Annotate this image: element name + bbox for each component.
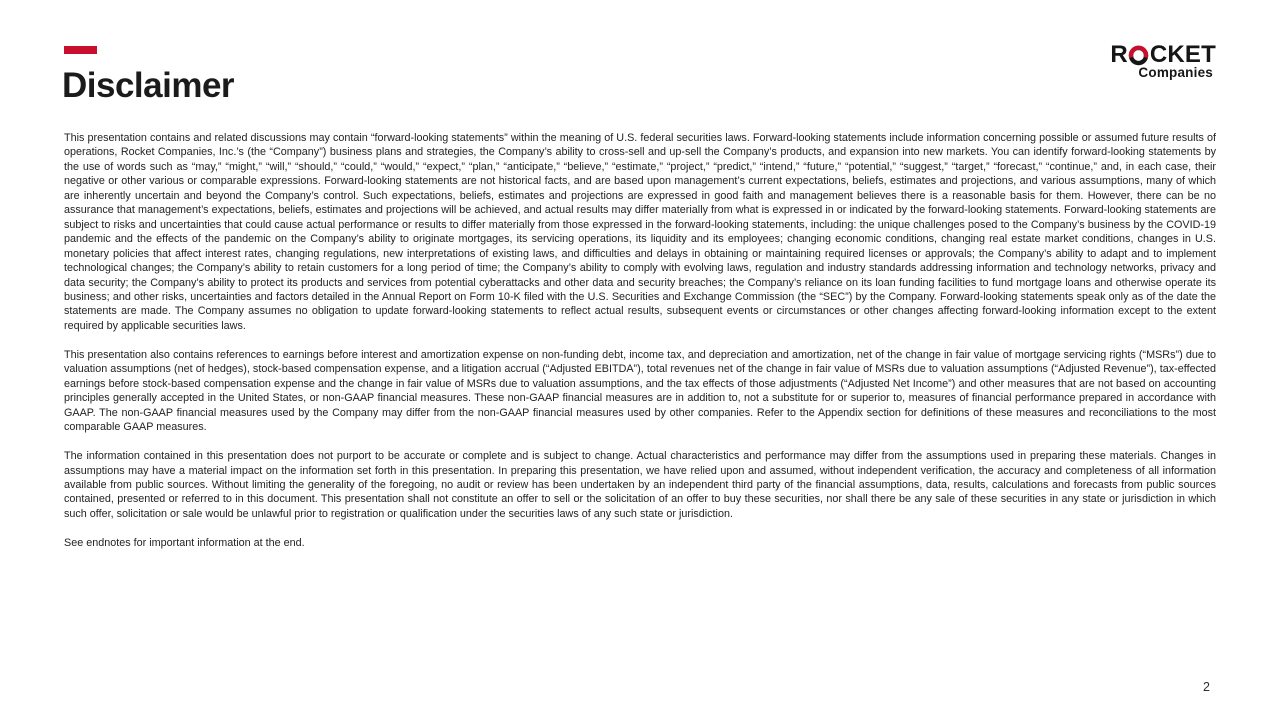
rocket-companies-logo — [1110, 42, 1216, 80]
disclaimer-paragraph-2: This presentation also contains references to earnings before interest and amortization expense on non-funding debt, income tax, and depreciation and amortization, net of the change in fair value of mortgage servicing rights (“MSRs”) due to valuation assumptions (net of hedges), stock-based compensation expense, and a litigation accrual (“Adjusted EBITDA”), total revenues net of the change in fair value of MSRs due to valuation assumptions (“Adjusted Revenue”), tax-effected earnings before stock-based compensation expense and the change in fair value of MSRs due to valuation assumptions, and the tax effects of those adjustments (“Adjusted Net Income”) and other measures that are not based on accounting principles generally accepted in the United States, or non-GAAP financial measures. These non-GAAP financial measures are in addition to, not a substitute for or superior to, measures of financial performance prepared in accordance with GAAP. The non-GAAP financial measures used by the Company may differ from the non-GAAP financial measures used by other companies. Refer to the Appendix section for definitions of these measures and reconciliations to the most comparable GAAP measures. — [64, 348, 1216, 434]
gauge-o-icon — [1128, 45, 1149, 66]
endnote: See endnotes for important information at the end. — [64, 536, 305, 549]
disclaimer-paragraph-1: This presentation contains and related discussions may contain “forward-looking statements” within the meaning of U.S. federal securities laws. Forward-looking statements include information concerning possible or assumed future results of operations, Rocket Companies, Inc.’s (the “Company”) business plans and strategies, the Company’s ability to cross-sell and up-sell the Company’s products, and expansion into new markets. You can identify forward-looking statements by the use of words such as “may,” “might,” “will,” “should,” “could,” “would,” “expect,” “plan,” “anticipate,” “believe,” “estimate,” “project,” “predict,” “intend,” “future,” “potential,” “suggest,” “target,” “forecast,” “continue,” and, in each case, their negative or other various or comparable expressions. Forward-looking statements are not historical facts, and are based upon management’s current expectations, beliefs, estimates and projections, and various assumptions, many of which are inherently uncertain and beyond the Company’s control. Such expectations, beliefs, estimates and projections are expressed in good faith and management believes there is a reasonable basis for them. However, there can be no assurance that management’s expectations, beliefs, estimates and projections will be achieved, and actual results may differ materially from what is expressed in or indicated by the forward-looking statements. Forward-looking statements are subject to risks and uncertainties that could cause actual performance or results to differ materially from those expressed in the forward-looking statements, including: the unique challenges posed to the Company’s business by the COVID-19 pandemic and the effects of the pandemic on the Company’s ability to originate mortgages, its servicing operations, its liquidity and its employees; changing economic conditions, changing real estate market conditions, changes in U.S. monetary policies that affect interest rates, changing regulations, new interpretations of existing laws, and difficulties and delays in obtaining or maintaining required licenses or approvals; the Company’s ability to adapt and to implement technological changes; the Company’s ability to retain customers for a long period of time; the Company’s ability to comply with evolving laws, regulation and industry standards addressing information and technology networks, privacy and data security; the Company’s ability to protect its products and services from potential cyberattacks and other data and security breaches; the Company’s reliance on its loan funding facilities to fund mortgage loans and otherwise operate its business; and other risks, uncertainties and factors detailed in the Annual Report on Form 10-K filed with the U.S. Securities and Exchange Commission (the “SEC”) by the Company. Forward-looking statements speak only as of the date the statements are made. The Company assumes no obligation to update forward-looking statements to reflect actual results, subsequent events or circumstances or other changes affecting forward-looking information except to the extent required by applicable securities laws. — [64, 132, 1216, 332]
page-title: Disclaimer — [62, 66, 235, 105]
companies-label: Companies — [1138, 65, 1213, 80]
page-number: 2 — [1203, 680, 1210, 694]
disclaimer-body — [64, 131, 1216, 565]
accent-dash — [64, 46, 97, 54]
wordmark-suffix: CKET — [1149, 41, 1216, 68]
disclaimer-paragraph-3: The information contained in this presentation does not purport to be accurate or complete and is subject to change. Actual characteristics and performance may differ from the assumptions used in preparing these materials. Changes in assumptions may have a material impact on the information set forth in this presentation. In preparing this presentation, we have relied upon and assumed, without independent verification, the accuracy and completeness of all information available from public sources. Without limiting the generality of the foregoing, no audit or review has been undertaken by an independent third party of the financial assumptions, data, results, calculations and forecasts from public sources contained, presented or referred to in this document. This presentation shall not constitute an offer to sell or the solicitation of an offer to buy these securities, nor shall there be any sale of these securities in any state or jurisdiction in which such offer, solicitation or sale would be unlawful prior to registration or qualification under the securities laws of any such state or jurisdiction. — [64, 450, 1216, 520]
wordmark-prefix: R — [1110, 41, 1128, 68]
